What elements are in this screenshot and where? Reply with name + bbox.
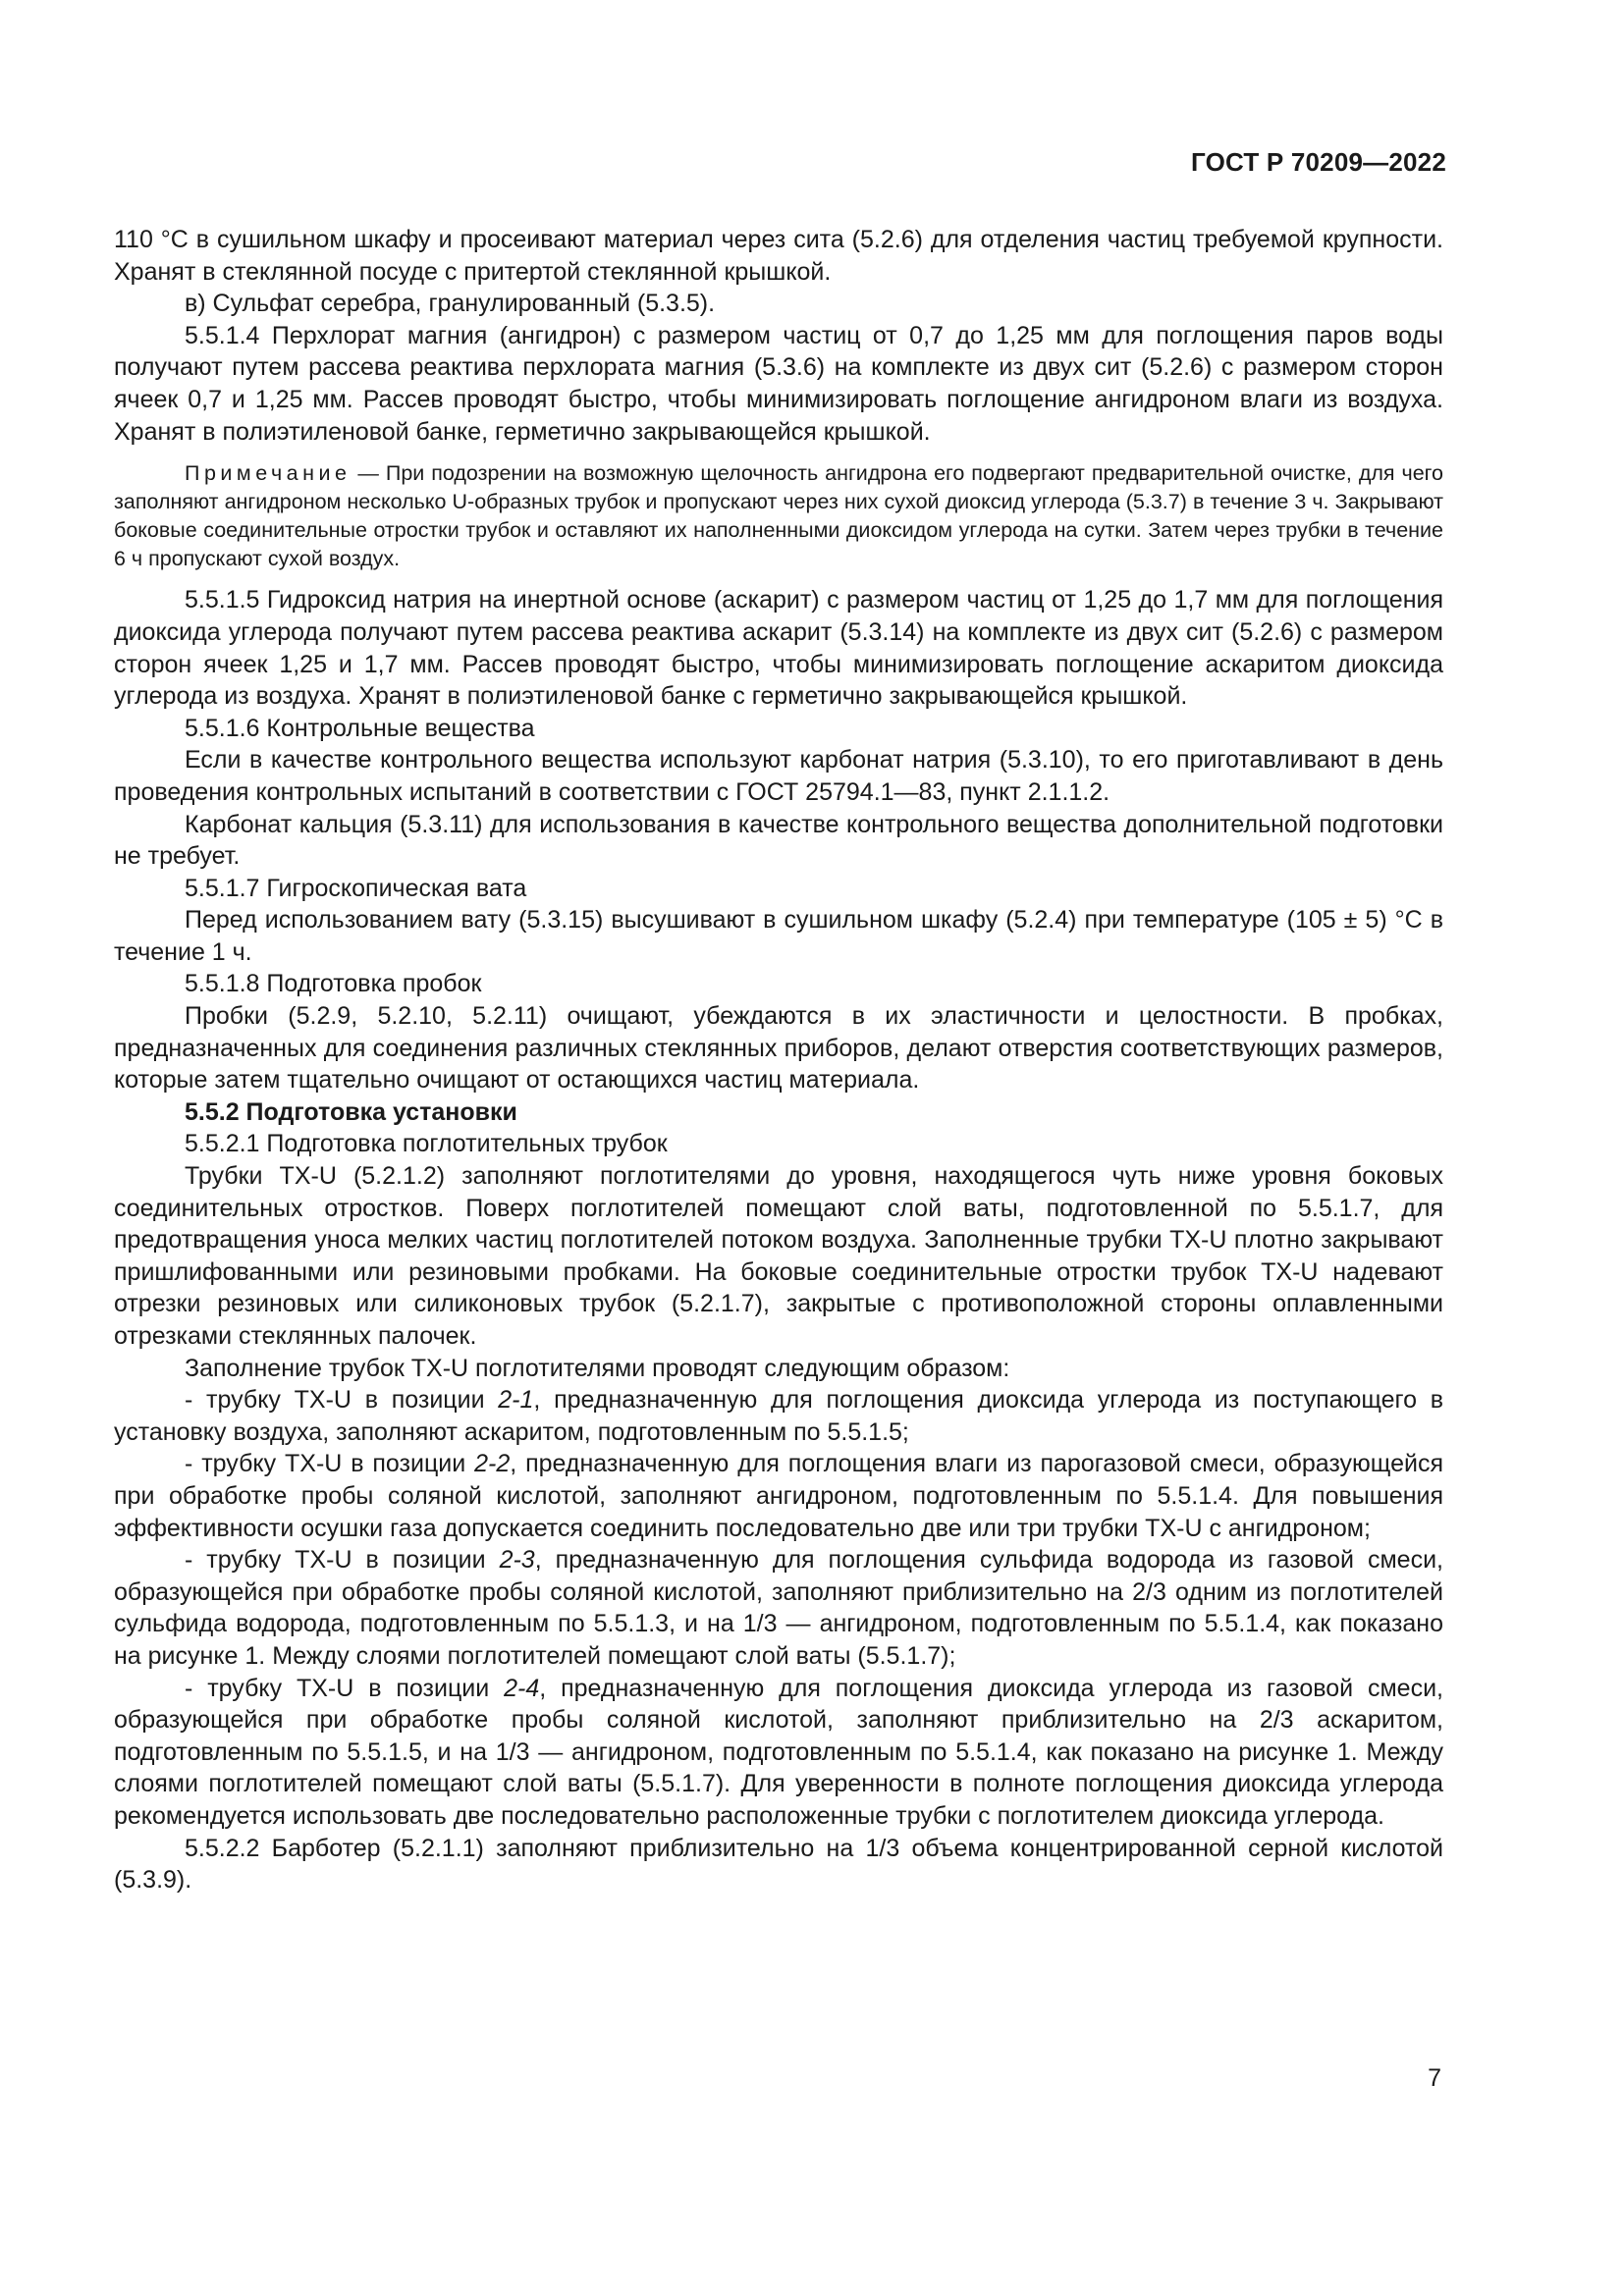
paragraph: Трубки ТХ-U (5.2.1.2) заполняют поглотителями до уровня, находящегося чуть ниже уровня боковых соединительных отростков. Поверх поглотителей помещают слой ваты, подготовленной по 5.5.1.7, для предотвращения уноса мелких частиц поглотителей потоком воздуха. Заполненные трубки ТХ-U плотно закрывают пришлифованными или резиновыми пробками. На боковые соединительные отростки трубок ТХ-U надевают отрезки резиновых или силиконовых трубок (5.2.1.7), закрытые с противоположной стороны оплавленными отрезками стеклянных палочек. <box>114 1162 1443 1350</box>
list-item <box>114 1544 1443 1672</box>
list-item-text: - трубку ТХ-U в позиции <box>185 1386 499 1415</box>
paragraph-5-5-2-2: 5.5.2.2 Барботер (5.2.1.1) заполняют приблизительно на 1/3 объема концентрированной серной кислотой (5.3.9). <box>114 1834 1443 1895</box>
note <box>114 459 1443 572</box>
page-body <box>114 224 1443 1896</box>
paragraph: в) Сульфат серебра, гранулированный (5.3.5). <box>185 290 716 318</box>
list-item-text: - трубку ТХ-U в позиции <box>185 1674 505 1702</box>
paragraph: Карбонат кальция (5.3.11) для использования в качестве контрольного вещества дополнительной подготовки не требует. <box>114 810 1443 871</box>
position-label: 2-2 <box>474 1450 511 1478</box>
subheading-5-5-1-8: 5.5.1.8 Подготовка пробок <box>185 970 482 998</box>
subheading-5-5-2-1: 5.5.2.1 Подготовка поглотительных трубок <box>185 1130 668 1158</box>
paragraph: Пробки (5.2.9, 5.2.10, 5.2.11) очищают, убеждаются в их эластичности и целостности. В пробках, предназначенных для соединения различных стеклянных приборов, делают отверстия соответствующих размеров, которые затем тщательно очищают от остающихся частиц материала. <box>114 1002 1443 1095</box>
position-label: 2-4 <box>504 1674 540 1702</box>
list-item-text: - трубку ТХ-U в позиции <box>185 1450 475 1478</box>
paragraph: Перед использованием вату (5.3.15) высушивают в сушильном шкафу (5.2.4) при температуре (105 ± 5) °С в течение 1 ч. <box>114 906 1443 966</box>
paragraph-5-5-1-4: 5.5.1.4 Перхлорат магния (ангидрон) с размером частиц от 0,7 до 1,25 мм для поглощения паров воды получают путем рассева реактива перхлората магния (5.3.6) на комплекте из двух сит (5.2.6) с размером сторон ячеек 0,7 и 1,25 мм. Рассев проводят быстро, чтобы минимизировать поглощение ангидроном влаги из воздуха. Хранят в полиэтиленовой банке, герметично закрывающейся крышкой. <box>114 321 1443 446</box>
document-code-header: ГОСТ Р 70209—2022 <box>1191 147 1446 177</box>
subheading-5-5-1-6: 5.5.1.6 Контрольные вещества <box>185 714 535 742</box>
list-item <box>114 1448 1443 1544</box>
paragraph-5-5-1-5: 5.5.1.5 Гидроксид натрия на инертной основе (аскарит) с размером частиц от 1,25 до 1,7 мм для поглощения диоксида углерода получают путем рассева реактива аскарит (5.3.14) на комплекте из двух сит (5.2.6) с размером сторон ячеек 1,25 и 1,7 мм. Рассев проводят быстро, чтобы минимизировать поглощение аскаритом диоксида углерода из воздуха. Хранят в полиэтиленовой банке с герметично закрывающейся крышкой. <box>114 586 1443 711</box>
list-item <box>114 1384 1443 1448</box>
list-item-text: , предназначенную для поглощения сульфида водорода из газовой смеси, образующейся при обработке пробы соляной кислотой, заполняют приблизительно на 2/3 одним из поглотителей сульфида водорода, подготовленным по 5.5.1.3, и на 1/3 — ангидроном, подготовленным по 5.5.1.4, как показано на рисунке 1. Между слоями поглотителей помещают слой ваты (5.5.1.7); <box>114 1546 1444 1670</box>
list-item-text: , предназначенную для поглощения диоксида углерода из поступающего в установку воздуха, заполняют аскаритом, подготовленным по 5.5.1.5; <box>114 1386 1444 1446</box>
position-label: 2-3 <box>499 1546 535 1575</box>
subheading-5-5-1-7: 5.5.1.7 Гигроскопическая вата <box>185 874 527 902</box>
section-heading-5-5-2: 5.5.2 Подготовка установки <box>185 1097 517 1126</box>
paragraph: 110 °С в сушильном шкафу и просеивают материал через сита (5.2.6) для отделения частиц требуемой крупности. Хранят в стеклянной посуде с притертой стеклянной крышкой. <box>114 226 1443 286</box>
list-item <box>114 1673 1443 1833</box>
list-item-text: , предназначенную для поглощения диоксида углерода из газовой смеси, образующейся при обработке пробы соляной кислотой, заполняют приблизительно на 2/3 аскаритом, подготовленным по 5.5.1.5, и на 1/3 — ангидроном, подготовленным по 5.5.1.4, как показано на рисунке 1. Между слоями поглотителей помещают слой ваты (5.5.1.7). Для уверенности в полноте поглощения диоксида углерода рекомендуется использовать две последовательно расположенные трубки с поглотителем диоксида углерода. <box>114 1674 1443 1830</box>
list-item-text: - трубку ТХ-U в позиции <box>185 1546 500 1575</box>
note-text: — При подозрении на возможную щелочность ангидрона его подвергают предварительной очистке, для чего заполняют ангидроном несколько U-образных трубок и пропускают через них сухой диоксид углерода (5.3.7) в течение 3 ч. Закрывают боковые соединительные отростки трубок и оставляют их наполненными диоксидом углерода на сутки. Затем через трубки в течение 6 ч пропускают сухой воздух. <box>114 461 1443 570</box>
list-item-text: , предназначенную для поглощения влаги из парогазовой смеси, образующейся при обработке пробы соляной кислотой, заполняют ангидроном, подготовленным по 5.5.1.4. Для повышения эффективности осушки газа допускается соединить последовательно две или три трубки ТХ-U с ангидроном; <box>114 1450 1444 1542</box>
paragraph: Заполнение трубок ТХ-U поглотителями проводят следующим образом: <box>185 1354 1010 1382</box>
paragraph: Если в качестве контрольного вещества используют карбонат натрия (5.3.10), то его приготавливают в день проведения контрольных испытаний в соответствии с ГОСТ 25794.1—83, пункт 2.1.1.2. <box>114 746 1443 806</box>
note-label: Примечание <box>185 461 352 486</box>
page-number: 7 <box>1428 2064 1441 2092</box>
position-label: 2-1 <box>498 1386 534 1415</box>
